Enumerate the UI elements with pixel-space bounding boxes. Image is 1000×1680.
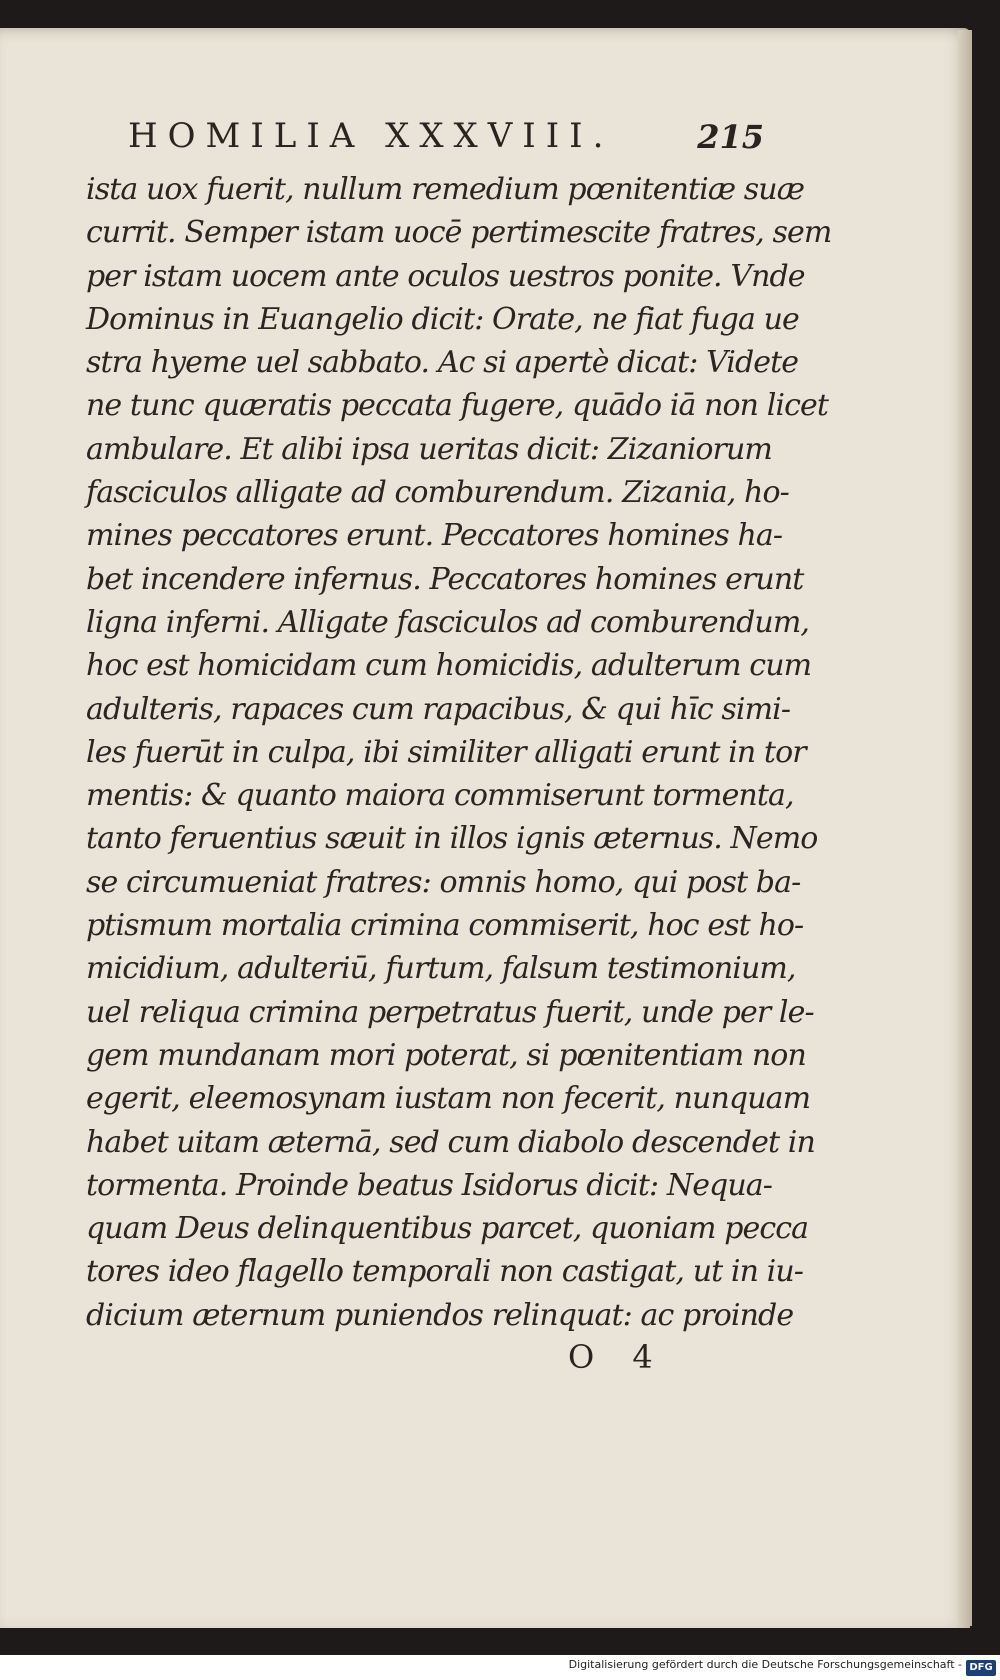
text-line: quam Deus delinquentibus parcet, quoniam pecca — [86, 1211, 809, 1247]
body-text — [86, 168, 832, 1338]
text-line: ptismum mortalia crimina commiserit, hoc est ho- — [86, 908, 804, 944]
text-line: tormenta. Proinde beatus Isidorus dicit: Nequa- — [86, 1167, 772, 1203]
text-line: adulteris, rapaces cum rapacibus, & qui hīc simi- — [86, 691, 791, 727]
text-line: ista uox fuerit, nullum remedium pœnitentiæ suæ — [86, 172, 804, 207]
text-line: micidium, adulteriū, furtum, falsum testimonium, — [86, 951, 796, 987]
text-line: Dominus in Euangelio dicit: Orate, ne fiat fuga ue — [86, 301, 799, 337]
text-line: hoc est homicidam cum homicidis, adulterum cum — [86, 648, 812, 684]
signature-mark: O 4 — [568, 1338, 667, 1376]
text-line: gem mundanam mori poterat, si pœnitentiam non — [86, 1037, 806, 1073]
text-line: se circumueniat fratres: omnis homo, qui post ba- — [86, 864, 801, 900]
digitization-credit: Digitalisierung gefördert durch die Deutsche Forschungsgemeinschaft - — [568, 1658, 962, 1671]
dfg-logo-icon: DFG — [966, 1660, 996, 1676]
text-line: fasciculos alligate ad comburendum. Zizania, ho- — [86, 475, 789, 511]
text-line: ne tunc quæratis peccata fugere, quādo iā non licet — [86, 388, 829, 424]
text-line: per istam uocem ante oculos uestros ponite. Vnde — [86, 258, 805, 294]
running-head: HOMILIA XXXVIII. — [128, 116, 614, 156]
page-edge — [958, 30, 972, 1626]
text-line: tores ideo flagello temporali non castigat, ut in iu- — [86, 1254, 804, 1290]
text-line: tanto feruentius sæuit in illos ignis æternus. Nemo — [86, 821, 818, 857]
page-number: 215 — [697, 118, 764, 156]
text-line: mines peccatores erunt. Peccatores homines ha- — [86, 518, 783, 554]
text-line: ambulare. Et alibi ipsa ueritas dicit: Zizaniorum — [86, 431, 772, 467]
text-line: stra hyeme uel sabbato. Ac si apertè dicat: Videte — [86, 345, 799, 381]
text-line: egerit, eleemosynam iustam non fecerit, nunquam — [86, 1081, 811, 1117]
text-line: les fuerūt in culpa, ibi similiter alligati erunt in tor — [86, 734, 806, 770]
text-line: mentis: & quanto maiora commiserunt tormenta, — [86, 778, 794, 814]
text-line: currit. Semper istam uocē pertimescite fratres, sem — [86, 215, 832, 251]
text-line: dicium æternum puniendos relinquat: ac proinde — [86, 1297, 794, 1333]
text-line: bet incendere infernus. Peccatores homines erunt — [86, 561, 804, 597]
text-line: ligna inferni. Alligate fasciculos ad comburendum, — [86, 604, 810, 640]
text-line: uel reliqua crimina perpetratus fuerit, unde per le- — [86, 994, 814, 1030]
text-line: habet uitam æternā, sed cum diabolo descendet in — [86, 1124, 815, 1160]
